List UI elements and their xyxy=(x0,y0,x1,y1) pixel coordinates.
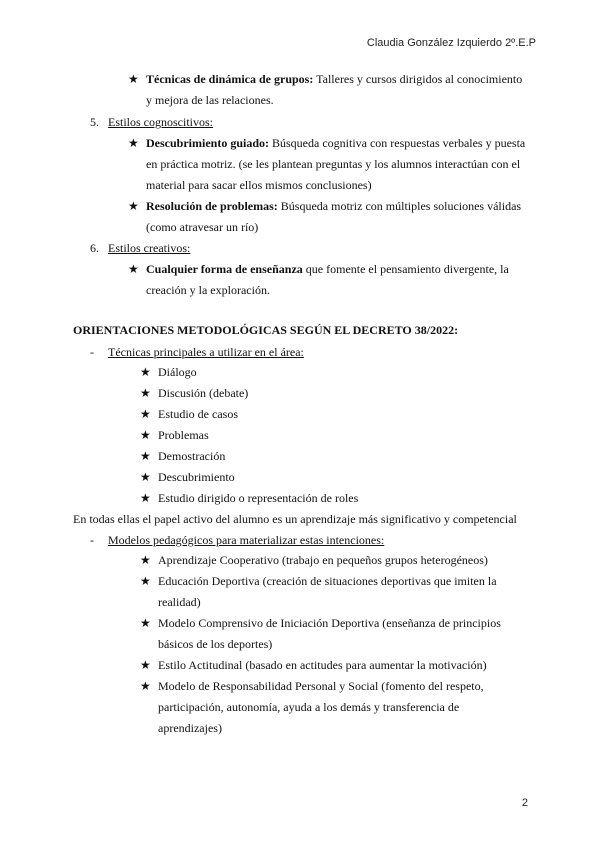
section-heading: ORIENTACIONES METODOLÓGICAS SEGÚN EL DECRETO 38/2022: xyxy=(73,323,459,337)
list-item: Discusión (debate) xyxy=(158,386,249,400)
star-bullet-icon: ★ xyxy=(140,365,151,379)
list-item: Problemas xyxy=(158,428,209,442)
item-continuation: participación, autonomía, ayuda a los demás y transferencia de xyxy=(158,700,460,714)
star-bullet-icon: ★ xyxy=(128,199,139,213)
star-bullet-icon: ★ xyxy=(140,553,151,567)
section-number: 5. xyxy=(90,115,99,129)
star-bullet-icon: ★ xyxy=(140,470,151,484)
page-number: 2 xyxy=(521,797,528,809)
techniques-title: Técnicas principales a utilizar en el área: xyxy=(108,345,304,359)
item-text: Talleres y cursos dirigidos al conocimiento xyxy=(313,72,523,86)
item-text: que fomente el pensamiento divergente, la xyxy=(302,262,509,276)
star-bullet-icon: ★ xyxy=(140,491,151,505)
section-title: Estilos cognoscitivos: xyxy=(108,115,213,129)
list-item: Descubrimiento xyxy=(158,470,235,484)
list-item xyxy=(146,199,521,214)
item-term: Cualquier forma de enseñanza xyxy=(146,262,303,276)
dash-bullet-icon: - xyxy=(90,345,94,359)
list-item: Estilo Actitudinal (basado en actitudes para aumentar la motivación) xyxy=(158,658,487,672)
item-continuation: y mejora de las relaciones. xyxy=(146,93,274,107)
list-item xyxy=(146,136,525,151)
item-continuation: creación y la exploración. xyxy=(146,283,270,297)
list-item: Modelo Comprensivo de Iniciación Deportiva (enseñanza de principios xyxy=(158,616,501,630)
star-bullet-icon: ★ xyxy=(128,136,139,150)
page-header: Claudia González Izquierdo 2º.E.P xyxy=(366,37,536,49)
item-continuation: realidad) xyxy=(158,595,201,609)
star-bullet-icon: ★ xyxy=(140,658,151,672)
list-item: Educación Deportiva (creación de situaciones deportivas que imiten la xyxy=(158,574,497,588)
star-bullet-icon: ★ xyxy=(140,428,151,442)
star-bullet-icon: ★ xyxy=(128,72,139,86)
models-title: Modelos pedagógicos para materializar estas intenciones: xyxy=(108,533,385,547)
section-title: Estilos creativos: xyxy=(108,241,191,255)
star-bullet-icon: ★ xyxy=(140,679,151,693)
section-number: 6. xyxy=(90,241,99,255)
star-bullet-icon: ★ xyxy=(140,616,151,630)
list-item xyxy=(146,262,509,277)
list-item xyxy=(146,72,522,87)
list-item: Modelo de Responsabilidad Personal y Social (fomento del respeto, xyxy=(158,679,484,693)
list-item: Aprendizaje Cooperativo (trabajo en pequeños grupos heterogéneos) xyxy=(158,553,488,567)
star-bullet-icon: ★ xyxy=(140,449,151,463)
dash-bullet-icon: - xyxy=(90,533,94,547)
item-continuation: aprendizajes) xyxy=(158,721,222,735)
item-continuation: básicos de los deportes) xyxy=(158,637,273,651)
paragraph: En todas ellas el papel activo del alumno es un aprendizaje más significativo y competencial xyxy=(73,512,517,526)
star-bullet-icon: ★ xyxy=(140,574,151,588)
list-item: Estudio dirigido o representación de roles xyxy=(158,491,359,505)
item-continuation: en práctica motriz. (se les plantean preguntas y los alumnos interactúan con el xyxy=(146,157,521,171)
item-term: Técnicas de dinámica de grupos: xyxy=(146,72,314,86)
item-text: Búsqueda motriz con múltiples soluciones válidas xyxy=(277,199,522,213)
item-text: Búsqueda cognitiva con respuestas verbales y puesta xyxy=(269,136,526,150)
list-item: Diálogo xyxy=(158,365,197,379)
star-bullet-icon: ★ xyxy=(128,262,139,276)
item-continuation: (como atravesar un río) xyxy=(146,220,259,234)
star-bullet-icon: ★ xyxy=(140,407,151,421)
item-term: Descubrimiento guiado: xyxy=(146,136,269,150)
list-item: Demostración xyxy=(158,449,226,463)
list-item: Estudio de casos xyxy=(158,407,238,421)
item-term: Resolución de problemas: xyxy=(146,199,278,213)
item-continuation: material para sacar ellos mismos conclusiones) xyxy=(146,178,372,192)
star-bullet-icon: ★ xyxy=(140,386,151,400)
